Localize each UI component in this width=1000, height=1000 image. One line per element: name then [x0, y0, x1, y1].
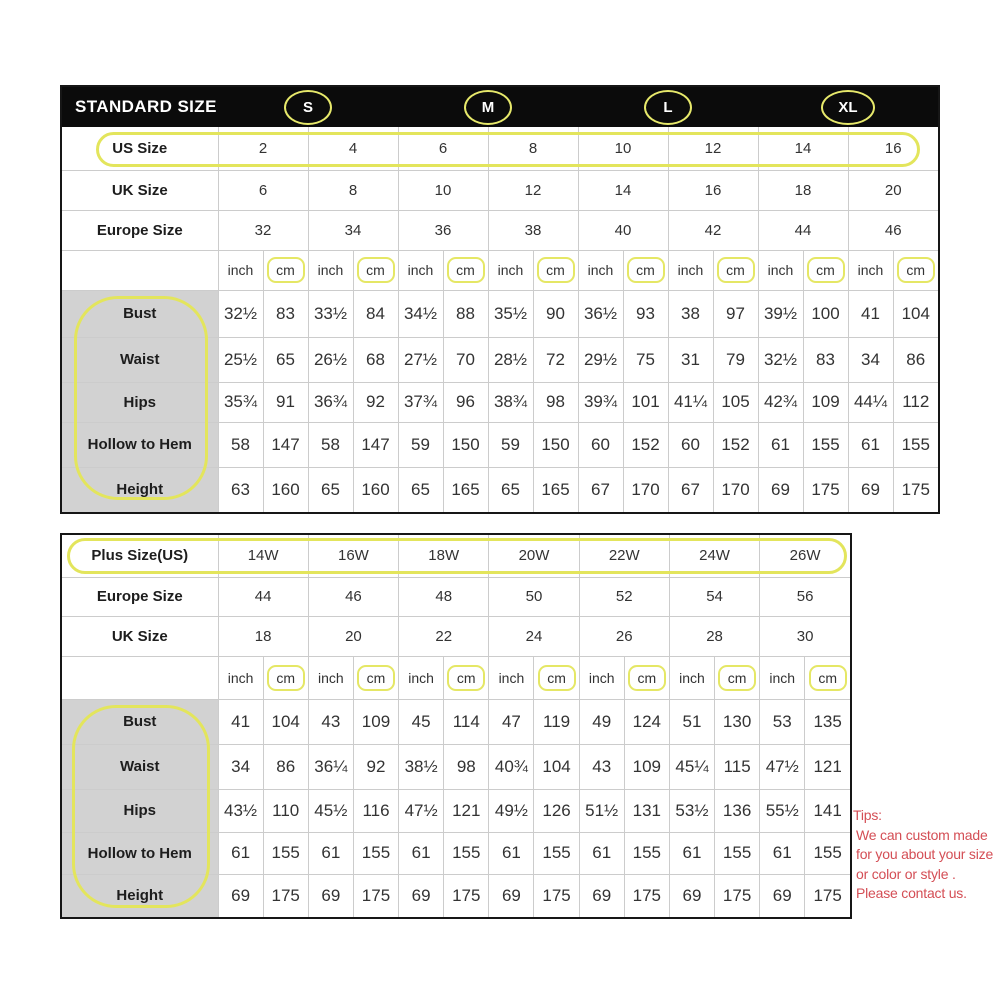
measure-value-cell: 92 [353, 744, 398, 789]
measure-row [62, 467, 938, 512]
inch-unit-cell: inch [489, 656, 534, 699]
cm-unit-cell [263, 250, 308, 290]
measure-value-cell: 65 [263, 337, 308, 382]
size-value-cell: 24 [489, 616, 579, 656]
size-value-cell: 4 [308, 127, 398, 170]
size-row [62, 170, 938, 210]
measure-value-cell: 69 [218, 874, 263, 917]
size-value-cell: 6 [218, 170, 308, 210]
inch-unit-cell: inch [218, 656, 263, 699]
measure-value-cell: 55½ [760, 789, 805, 832]
cm-highlight-box: cm [628, 665, 666, 691]
measure-value-cell: 67 [668, 467, 713, 512]
measure-value-cell: 114 [444, 699, 489, 744]
tips-line: We can custom made [856, 826, 988, 843]
measure-value-cell: 37¾ [398, 382, 443, 422]
measure-value-cell: 38½ [399, 744, 444, 789]
size-value-cell: 22 [399, 616, 489, 656]
measure-value-cell: 155 [803, 422, 848, 467]
cm-unit-cell [715, 656, 760, 699]
measure-value-cell: 67 [578, 467, 623, 512]
measure-value-cell: 135 [805, 699, 850, 744]
measure-value-cell: 65 [398, 467, 443, 512]
standard-size-header-bar [62, 87, 938, 127]
measure-value-cell: 90 [533, 290, 578, 337]
size-circle-xl-icon: XL [821, 90, 875, 125]
measure-value-cell: 109 [353, 699, 398, 744]
measure-value-cell: 121 [805, 744, 850, 789]
measure-value-cell: 32½ [218, 290, 263, 337]
size-circle-m-icon: M [464, 90, 512, 125]
unit-row [62, 250, 938, 290]
row-label: Bust [62, 290, 218, 337]
inch-unit-cell: inch [578, 250, 623, 290]
measure-value-cell: 61 [308, 832, 353, 874]
measure-value-cell: 155 [624, 832, 669, 874]
measure-value-cell: 130 [715, 699, 760, 744]
cm-unit-cell [805, 656, 850, 699]
cm-unit-cell [534, 656, 579, 699]
measure-value-cell: 47½ [760, 744, 805, 789]
measure-value-cell: 126 [534, 789, 579, 832]
row-label: Waist [62, 744, 218, 789]
measure-value-cell: 38 [668, 290, 713, 337]
row-label: UK Size [62, 616, 218, 656]
measure-value-cell: 34 [218, 744, 263, 789]
plus-size-table [60, 533, 852, 919]
measure-value-cell: 58 [218, 422, 263, 467]
cm-highlight-box: cm [357, 665, 395, 691]
measure-value-cell: 96 [443, 382, 488, 422]
cm-highlight-box: cm [447, 257, 485, 283]
size-group-s [218, 90, 398, 125]
cm-highlight-box: cm [447, 665, 485, 691]
measure-value-cell: 152 [623, 422, 668, 467]
measure-value-cell: 109 [624, 744, 669, 789]
measure-value-cell: 150 [533, 422, 578, 467]
inch-unit-cell: inch [399, 656, 444, 699]
measure-value-cell: 65 [308, 467, 353, 512]
inch-unit-cell: inch [218, 250, 263, 290]
measure-value-cell: 40¾ [489, 744, 534, 789]
measure-value-cell: 41¼ [668, 382, 713, 422]
measure-value-cell: 59 [488, 422, 533, 467]
measure-value-cell: 175 [534, 874, 579, 917]
cm-highlight-box: cm [538, 665, 576, 691]
tips-line: Please contact us. [856, 885, 967, 901]
measure-value-cell: 155 [534, 832, 579, 874]
measure-value-cell: 175 [805, 874, 850, 917]
standard-size-table [60, 85, 940, 514]
measure-value-cell: 51 [669, 699, 714, 744]
measure-value-cell: 155 [805, 832, 850, 874]
size-row [62, 616, 850, 656]
measure-value-cell: 72 [533, 337, 578, 382]
size-value-cell: 28 [669, 616, 759, 656]
row-label: Plus Size(US) [62, 535, 218, 577]
measure-row [62, 832, 850, 874]
measure-value-cell: 155 [353, 832, 398, 874]
measure-value-cell: 93 [623, 290, 668, 337]
measure-value-cell: 131 [624, 789, 669, 832]
tips-lines [853, 826, 993, 904]
measure-value-cell: 124 [624, 699, 669, 744]
measure-value-cell: 69 [579, 874, 624, 917]
size-row [62, 127, 938, 170]
measure-value-cell: 155 [263, 832, 308, 874]
measure-value-cell: 69 [399, 874, 444, 917]
size-value-cell: 48 [399, 577, 489, 616]
inch-unit-cell: inch [579, 656, 624, 699]
measure-value-cell: 100 [803, 290, 848, 337]
measure-value-cell: 39¾ [578, 382, 623, 422]
measure-value-cell: 155 [893, 422, 938, 467]
size-value-cell: 24W [669, 535, 759, 577]
size-value-cell: 34 [308, 210, 398, 250]
size-value-cell: 18 [758, 170, 848, 210]
row-label: Height [62, 467, 218, 512]
tips-note [853, 806, 993, 904]
cm-highlight-box: cm [718, 665, 756, 691]
measure-value-cell: 69 [760, 874, 805, 917]
measure-value-cell: 32½ [758, 337, 803, 382]
measure-value-cell: 61 [669, 832, 714, 874]
size-value-cell: 26W [760, 535, 850, 577]
measure-value-cell: 83 [803, 337, 848, 382]
size-value-cell: 20W [489, 535, 579, 577]
measure-value-cell: 61 [758, 422, 803, 467]
measure-value-cell: 109 [803, 382, 848, 422]
measure-value-cell: 43½ [218, 789, 263, 832]
size-value-cell: 10 [398, 170, 488, 210]
measure-value-cell: 26½ [308, 337, 353, 382]
size-value-cell: 56 [760, 577, 850, 616]
measure-value-cell: 45 [399, 699, 444, 744]
inch-unit-cell: inch [398, 250, 443, 290]
measure-value-cell: 60 [578, 422, 623, 467]
measure-value-cell: 86 [263, 744, 308, 789]
measure-value-cell: 35¾ [218, 382, 263, 422]
measure-value-cell: 175 [353, 874, 398, 917]
measure-value-cell: 91 [263, 382, 308, 422]
measure-value-cell: 36¾ [308, 382, 353, 422]
measure-value-cell: 61 [579, 832, 624, 874]
row-label: US Size [62, 127, 218, 170]
size-value-cell: 8 [308, 170, 398, 210]
cm-highlight-box: cm [627, 257, 665, 283]
size-group-badges [218, 90, 938, 125]
row-label: Hollow to Hem [62, 422, 218, 467]
measure-row [62, 789, 850, 832]
size-value-cell: 44 [218, 577, 308, 616]
cm-unit-cell [443, 250, 488, 290]
measure-row [62, 699, 850, 744]
cm-highlight-box: cm [897, 257, 935, 283]
size-value-cell: 20 [308, 616, 398, 656]
inch-unit-cell: inch [308, 656, 353, 699]
measure-value-cell: 98 [533, 382, 578, 422]
measure-value-cell: 147 [263, 422, 308, 467]
cm-unit-cell [444, 656, 489, 699]
measure-value-cell: 86 [893, 337, 938, 382]
measure-value-cell: 34 [848, 337, 893, 382]
measure-value-cell: 42¾ [758, 382, 803, 422]
measure-value-cell: 92 [353, 382, 398, 422]
measure-value-cell: 53 [760, 699, 805, 744]
measure-value-cell: 63 [218, 467, 263, 512]
measure-value-cell: 69 [308, 874, 353, 917]
measure-value-cell: 41 [848, 290, 893, 337]
measure-value-cell: 61 [218, 832, 263, 874]
tips-title: Tips: [853, 807, 882, 823]
inch-unit-cell: inch [488, 250, 533, 290]
measure-value-cell: 47 [489, 699, 534, 744]
cm-unit-cell [624, 656, 669, 699]
measure-value-cell: 165 [533, 467, 578, 512]
measure-value-cell: 31 [668, 337, 713, 382]
size-value-cell: 46 [848, 210, 938, 250]
inch-unit-cell: inch [758, 250, 803, 290]
cm-unit-cell [263, 656, 308, 699]
measure-value-cell: 61 [848, 422, 893, 467]
measure-value-cell: 45¼ [669, 744, 714, 789]
measure-value-cell: 41 [218, 699, 263, 744]
measure-value-cell: 150 [443, 422, 488, 467]
measure-value-cell: 110 [263, 789, 308, 832]
cm-unit-cell [713, 250, 758, 290]
measure-value-cell: 175 [715, 874, 760, 917]
measure-value-cell: 61 [399, 832, 444, 874]
size-row [62, 577, 850, 616]
measure-value-cell: 45½ [308, 789, 353, 832]
measure-value-cell: 28½ [488, 337, 533, 382]
tips-line: for you about your size [856, 846, 994, 862]
cm-highlight-box: cm [537, 257, 575, 283]
measure-value-cell: 155 [444, 832, 489, 874]
measure-value-cell: 61 [489, 832, 534, 874]
size-group-l [578, 90, 758, 125]
size-value-cell: 12 [668, 127, 758, 170]
cm-unit-cell [353, 250, 398, 290]
cm-highlight-box: cm [267, 257, 305, 283]
size-value-cell: 30 [760, 616, 850, 656]
size-value-cell: 14W [218, 535, 308, 577]
size-value-cell: 14 [578, 170, 668, 210]
measure-value-cell: 141 [805, 789, 850, 832]
size-value-cell: 6 [398, 127, 488, 170]
measure-value-cell: 88 [443, 290, 488, 337]
size-group-m [398, 90, 578, 125]
measure-value-cell: 44¼ [848, 382, 893, 422]
size-value-cell: 16 [668, 170, 758, 210]
size-value-cell: 50 [489, 577, 579, 616]
measure-value-cell: 101 [623, 382, 668, 422]
size-value-cell: 36 [398, 210, 488, 250]
measure-value-cell: 175 [263, 874, 308, 917]
measure-value-cell: 175 [803, 467, 848, 512]
measure-value-cell: 36½ [578, 290, 623, 337]
measure-value-cell: 170 [623, 467, 668, 512]
cm-unit-cell [353, 656, 398, 699]
size-value-cell: 52 [579, 577, 669, 616]
measure-value-cell: 83 [263, 290, 308, 337]
inch-unit-cell: inch [668, 250, 713, 290]
measure-value-cell: 147 [353, 422, 398, 467]
measure-value-cell: 29½ [578, 337, 623, 382]
row-label: Europe Size [62, 577, 218, 616]
measure-value-cell: 34½ [398, 290, 443, 337]
row-label [62, 250, 218, 290]
size-value-cell: 18W [399, 535, 489, 577]
size-value-cell: 54 [669, 577, 759, 616]
measure-value-cell: 152 [713, 422, 758, 467]
size-circle-s-icon: S [284, 90, 332, 125]
size-circle-l-icon: L [644, 90, 692, 125]
measure-value-cell: 69 [489, 874, 534, 917]
measure-value-cell: 65 [488, 467, 533, 512]
cm-highlight-box: cm [357, 257, 395, 283]
measure-row [62, 874, 850, 917]
cm-highlight-box: cm [809, 665, 847, 691]
size-value-cell: 44 [758, 210, 848, 250]
measure-value-cell: 105 [713, 382, 758, 422]
measure-value-cell: 61 [760, 832, 805, 874]
size-value-cell: 32 [218, 210, 308, 250]
measure-value-cell: 104 [534, 744, 579, 789]
size-value-cell: 18 [218, 616, 308, 656]
measure-value-cell: 170 [713, 467, 758, 512]
size-value-cell: 12 [488, 170, 578, 210]
measure-value-cell: 53½ [669, 789, 714, 832]
measure-value-cell: 51½ [579, 789, 624, 832]
measure-value-cell: 27½ [398, 337, 443, 382]
inch-unit-cell: inch [669, 656, 714, 699]
row-label: UK Size [62, 170, 218, 210]
measure-value-cell: 98 [444, 744, 489, 789]
measure-value-cell: 60 [668, 422, 713, 467]
measure-value-cell: 69 [758, 467, 803, 512]
size-value-cell: 16 [848, 127, 938, 170]
cm-unit-cell [893, 250, 938, 290]
measure-value-cell: 97 [713, 290, 758, 337]
size-value-cell: 42 [668, 210, 758, 250]
measure-value-cell: 155 [715, 832, 760, 874]
measure-value-cell: 136 [715, 789, 760, 832]
row-label: Hollow to Hem [62, 832, 218, 874]
inch-unit-cell: inch [760, 656, 805, 699]
measure-value-cell: 43 [579, 744, 624, 789]
measure-value-cell: 49½ [489, 789, 534, 832]
measure-value-cell: 69 [669, 874, 714, 917]
measure-value-cell: 115 [715, 744, 760, 789]
measure-value-cell: 49 [579, 699, 624, 744]
size-value-cell: 46 [308, 577, 398, 616]
measure-value-cell: 104 [263, 699, 308, 744]
inch-unit-cell: inch [308, 250, 353, 290]
measure-value-cell: 59 [398, 422, 443, 467]
measure-value-cell: 75 [623, 337, 668, 382]
measure-row [62, 382, 938, 422]
cm-highlight-box: cm [267, 665, 305, 691]
measure-value-cell: 160 [263, 467, 308, 512]
standard-size-title: STANDARD SIZE [75, 97, 217, 116]
measure-value-cell: 160 [353, 467, 398, 512]
size-row [62, 535, 850, 577]
plus-size-grid [62, 535, 850, 917]
measure-value-cell: 79 [713, 337, 758, 382]
cm-unit-cell [533, 250, 578, 290]
measure-value-cell: 175 [444, 874, 489, 917]
row-label [62, 656, 218, 699]
measure-value-cell: 43 [308, 699, 353, 744]
measure-value-cell: 175 [624, 874, 669, 917]
measure-value-cell: 39½ [758, 290, 803, 337]
measure-value-cell: 58 [308, 422, 353, 467]
measure-value-cell: 33½ [308, 290, 353, 337]
standard-size-grid [62, 127, 938, 512]
inch-unit-cell: inch [848, 250, 893, 290]
size-value-cell: 20 [848, 170, 938, 210]
row-label: Waist [62, 337, 218, 382]
row-label: Europe Size [62, 210, 218, 250]
size-group-xl [758, 90, 938, 125]
cm-unit-cell [803, 250, 848, 290]
cm-unit-cell [623, 250, 668, 290]
measure-value-cell: 175 [893, 467, 938, 512]
size-value-cell: 14 [758, 127, 848, 170]
row-label: Hips [62, 382, 218, 422]
size-value-cell: 10 [578, 127, 668, 170]
measure-value-cell: 84 [353, 290, 398, 337]
size-row [62, 210, 938, 250]
row-label: Hips [62, 789, 218, 832]
size-value-cell: 8 [488, 127, 578, 170]
size-value-cell: 40 [578, 210, 668, 250]
row-label: Height [62, 874, 218, 917]
measure-row [62, 337, 938, 382]
measure-value-cell: 165 [443, 467, 488, 512]
measure-value-cell: 69 [848, 467, 893, 512]
measure-value-cell: 112 [893, 382, 938, 422]
measure-value-cell: 116 [353, 789, 398, 832]
measure-value-cell: 68 [353, 337, 398, 382]
size-value-cell: 22W [579, 535, 669, 577]
measure-value-cell: 38¾ [488, 382, 533, 422]
measure-row [62, 290, 938, 337]
row-label: Bust [62, 699, 218, 744]
unit-row [62, 656, 850, 699]
cm-highlight-box: cm [807, 257, 845, 283]
measure-value-cell: 47½ [399, 789, 444, 832]
size-value-cell: 16W [308, 535, 398, 577]
size-value-cell: 38 [488, 210, 578, 250]
size-value-cell: 2 [218, 127, 308, 170]
measure-value-cell: 36¼ [308, 744, 353, 789]
measure-value-cell: 119 [534, 699, 579, 744]
measure-row [62, 422, 938, 467]
measure-value-cell: 35½ [488, 290, 533, 337]
measure-value-cell: 25½ [218, 337, 263, 382]
measure-row [62, 744, 850, 789]
measure-value-cell: 104 [893, 290, 938, 337]
cm-highlight-box: cm [717, 257, 755, 283]
tips-line: or color or style . [856, 865, 956, 882]
measure-value-cell: 70 [443, 337, 488, 382]
size-value-cell: 26 [579, 616, 669, 656]
measure-value-cell: 121 [444, 789, 489, 832]
